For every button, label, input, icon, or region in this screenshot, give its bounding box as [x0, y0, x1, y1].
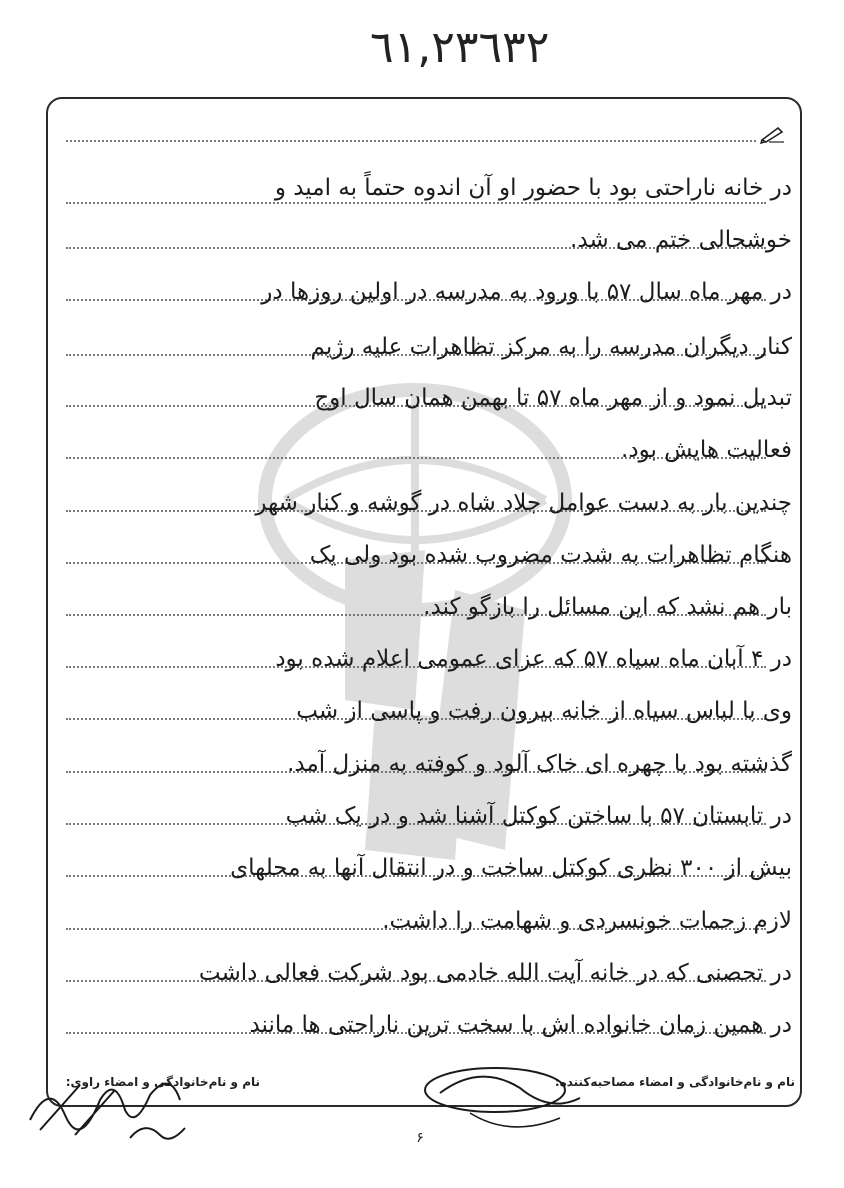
reference-number: ٦١,٢٣٦٣٢ [370, 22, 550, 73]
pen-icon [760, 124, 786, 144]
handwritten-line: در همین زمان خانواده اش با سخت ترین ناراحتی ها مانند [249, 1012, 792, 1038]
handwritten-line: در مهر ماه سال ۵۷ با ورود به مدرسه در اولین روزها در [261, 279, 792, 305]
handwritten-line: فعالیت هایش بود. [621, 437, 792, 463]
handwritten-line: در تحصنی که در خانه آیت الله خادمی بود شرکت فعالی داشت [198, 960, 792, 986]
handwritten-line: لازم زحمات خونسردی و شهامت را داشت. [382, 908, 792, 934]
handwritten-line: در تابستان ۵۷ با ساختن کوکتل آشنا شد و در یک شب [285, 803, 792, 829]
narrator-signature-label: نام و نام‌خانوادگی و امضاء راوی: [65, 1075, 260, 1089]
handwritten-line: خوشحالی ختم می شد. [570, 227, 792, 253]
handwritten-line: بیش از ۳۰۰ نظری کوکتل ساخت و در انتقال آنها به محلهای [230, 855, 792, 881]
handwritten-line: هنگام تظاهرات به شدت مضروب شده بود ولی یک [309, 542, 792, 568]
handwritten-line: چندین بار به دست عوامل جلاد شاه در گوشه و کنار شهر [255, 490, 792, 516]
page-number: ۶ [416, 1130, 424, 1146]
handwritten-line: در خانه ناراحتی بود با حضور او آن اندوه حتماً به امید و [274, 175, 792, 201]
handwritten-line: کنار دیگران مدرسه را به مرکز تظاهرات علیه رژیم [310, 334, 792, 360]
interviewer-signature-label: نام و نام‌خانوادگی و امضاء مصاحبه‌کننده: [554, 1075, 795, 1089]
handwritten-line: در ۴ آبان ماه سیاه ۵۷ که عزای عمومی اعلام شده بود [275, 646, 792, 672]
handwritten-line: تبدیل نمود و از مهر ماه ۵۷ تا بهمن همان سال اوج [314, 385, 792, 411]
handwritten-line: بار هم نشد که این مسائل را بازگو کند. [423, 594, 792, 620]
handwritten-line: گذشته بود با چهره ای خاک آلود و کوفته به منزل آمد. [287, 751, 792, 777]
ruled-line [66, 140, 756, 142]
handwritten-line: وی با لباس سیاه از خانه بیرون رفت و پاسی از شب [296, 698, 792, 724]
